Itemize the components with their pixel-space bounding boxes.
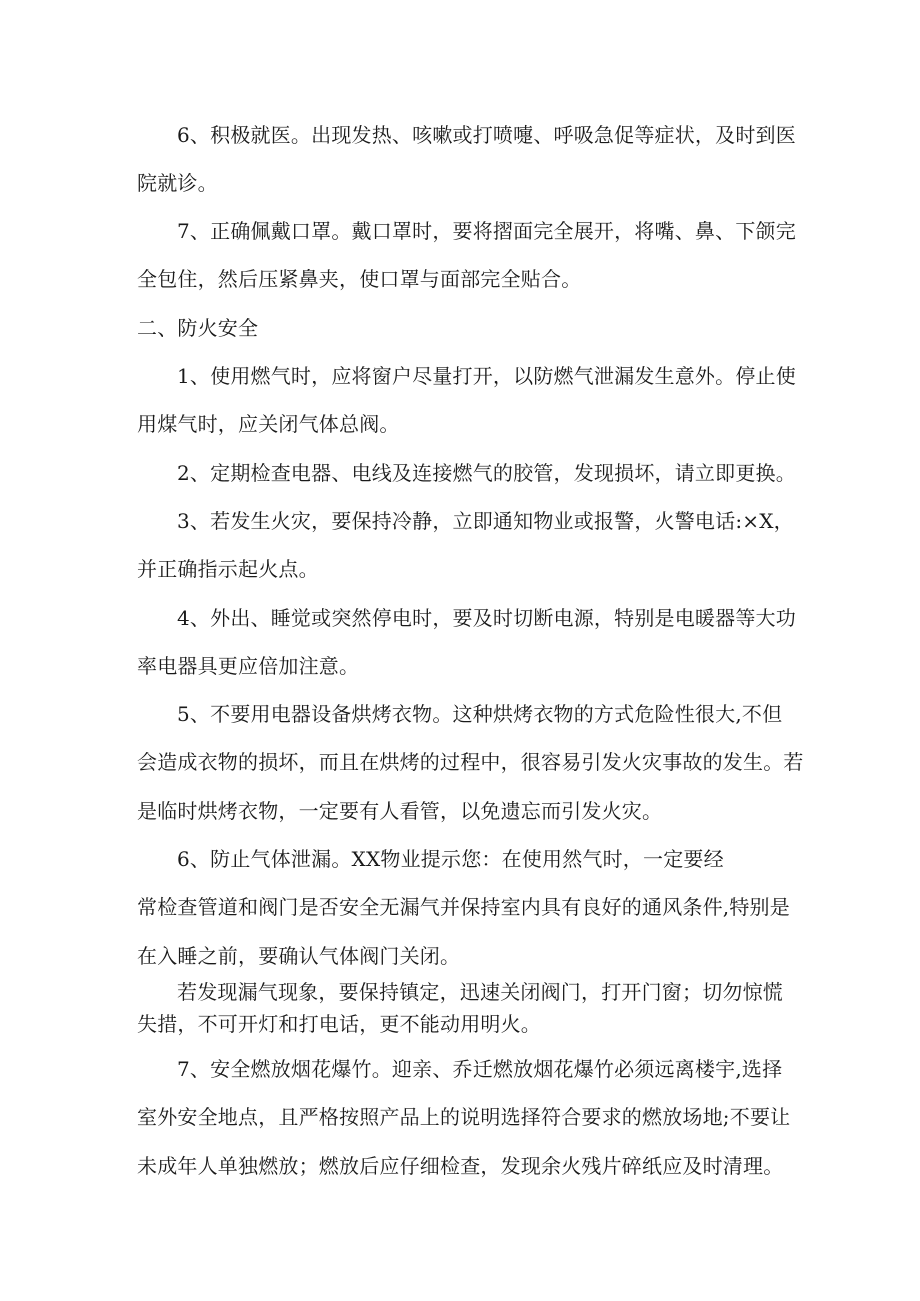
text-line: 2、定期检查电器、电线及连接燃气的胶管，发现损坏，请立即更换。 xyxy=(177,461,796,485)
text-line: 院就诊。 xyxy=(137,171,218,195)
section-heading: 二、防火安全 xyxy=(137,316,259,340)
text-line: 6、积极就医。出现发热、咳嗽或打喷嚏、呼吸急促等症状，及时到医 xyxy=(177,123,796,147)
text-line: 5、不要用电器设备烘烤衣物。这种烘烤衣物的方式危险性很大,不但 xyxy=(177,702,783,726)
text-line: 会造成衣物的损坏，而且在烘烤的过程中，很容易引发火灾事故的发生。若 xyxy=(137,750,804,774)
text-line: 常检查管道和阀门是否安全无漏气并保持室内具有良好的通风条件,特别是 xyxy=(137,895,790,919)
text-line: 室外安全地点，且严格按照产品上的说明选择符合要求的燃放场地;不要让 xyxy=(137,1105,791,1129)
text-line: 若发现漏气现象，要保持镇定，迅速关闭阀门，打开门窗；切勿惊慌 xyxy=(177,980,783,1004)
text-line: 是临时烘烤衣物，一定要有人看管，以免遗忘而引发火灾。 xyxy=(137,799,663,823)
text-line: 1、使用燃气时，应将窗户尽量打开，以防燃气泄漏发生意外。停止使 xyxy=(177,364,796,388)
text-line: 全包住，然后压紧鼻夹，使口罩与面部完全贴合。 xyxy=(137,267,582,291)
text-line: 在入睡之前，要确认气体阀门关闭。 xyxy=(137,944,461,968)
text-line: 7、正确佩戴口罩。戴口罩时，要将摺面完全展开，将嘴、鼻、下颌完 xyxy=(177,219,796,243)
text-line: 失措，不可开灯和打电话，更不能动用明火。 xyxy=(137,1012,541,1036)
text-line: 7、安全燃放烟花爆竹。迎亲、乔迁燃放烟花爆竹必须远离楼宇,选择 xyxy=(177,1057,783,1081)
text-line: 率电器具更应倍加注意。 xyxy=(137,654,360,678)
text-line: 用煤气时，应关闭气体总阀。 xyxy=(137,412,400,436)
text-line: 3、若发生火灾，要保持冷静，立即通知物业或报警，火警电话:×X， xyxy=(177,509,794,533)
text-line: 4、外出、睡觉或突然停电时，要及时切断电源，特别是电暖器等大功 xyxy=(177,606,796,630)
text-line: 未成年人单独燃放；燃放后应仔细检查，发现余火残片碎纸应及时清理。 xyxy=(137,1154,784,1178)
text-line: 并正确指示起火点。 xyxy=(137,557,319,581)
text-line: 6、防止气体泄漏。XX物业提示您：在使用然气时，一定要经 xyxy=(177,847,724,871)
